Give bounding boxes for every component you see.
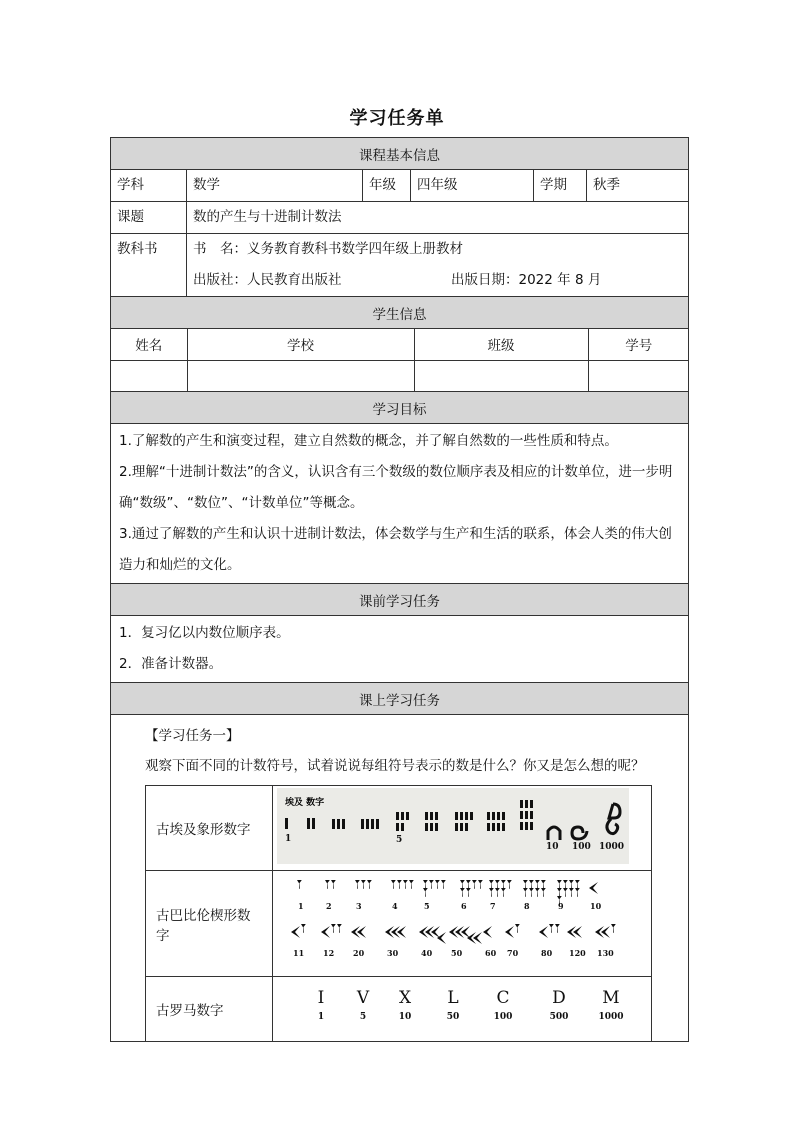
babylonian-num-top: 1 [298,900,304,911]
egyptian-num: 5 [396,835,403,845]
roman-number: 500 [549,1012,569,1022]
cuneiform-wedge [495,888,500,897]
babylonian-num-bottom: 12 [323,947,335,958]
cuneiform-wedge [355,880,360,889]
babylonian-num-top: 5 [424,900,430,911]
cuneiform-wedge [489,880,494,889]
babylonian-num-bottom: 50 [451,947,463,958]
cuneiform-chevron [539,926,548,938]
student-id-input-cell[interactable] [588,360,689,391]
cuneiform-wedge [297,880,302,889]
col-school: 学校 [187,329,414,360]
cuneiform-wedge [557,880,562,889]
cuneiform-wedge [466,880,471,889]
name-input-cell[interactable] [111,360,187,391]
babylonian-num-top: 10 [590,900,602,911]
grade-label: 年级 [363,170,411,202]
roman-symbol: I [317,988,325,1008]
cuneiform-wedge [331,880,336,889]
cuneiform-wedge [331,924,336,933]
babylonian-num-bottom: 120 [569,947,586,958]
cuneiform-wedge [361,880,366,889]
section-goals: 学习目标 [111,392,689,424]
cuneiform-wedge [529,888,534,897]
publish-date: 出版日期：2022 年 8 月 [451,272,602,288]
roman-symbol: L [447,988,459,1008]
cuneiform-wedge [472,880,477,889]
section-student-info: 学生信息 [111,297,689,329]
cuneiform-wedge [563,880,568,889]
cuneiform-wedge [569,880,574,889]
roman-symbol: C [496,988,510,1008]
cuneiform-wedge [478,880,483,889]
roman-numerals-image [277,979,629,1035]
class-input-cell[interactable] [414,360,588,391]
roman-label: 古罗马数字 [146,977,273,1042]
topic-label: 课题 [111,202,187,234]
roman-number: 50 [446,1012,460,1022]
cuneiform-wedge [557,888,562,897]
cuneiform-wedge [435,880,440,889]
cuneiform-wedge [541,880,546,889]
col-name: 姓名 [111,329,187,360]
task-sheet-table [110,137,689,1042]
term-label: 学期 [534,170,587,202]
babylonian-numerals-image [277,874,629,970]
babylonian-num-top: 9 [558,900,564,911]
cuneiform-wedge [515,924,520,933]
col-student-id: 学号 [588,329,689,360]
roman-symbol: D [552,988,566,1008]
cuneiform-wedge [391,880,396,889]
cuneiform-wedge [523,880,528,889]
grade-value: 四年级 [411,170,534,202]
cuneiform-chevron [321,926,330,938]
cuneiform-wedge [409,880,414,889]
babylonian-num-top: 8 [524,900,530,911]
egyptian-num: 1 [285,834,292,844]
task-title: 【学习任务一】 [145,728,240,744]
subject-label: 学科 [111,170,187,202]
cuneiform-wedge [563,888,568,897]
section-basic-info: 课程基本信息 [111,138,689,170]
section-pre-tasks: 课前学习任务 [111,584,689,616]
roman-symbol: V [356,988,370,1008]
babylonian-num-top: 2 [326,900,332,911]
cuneiform-wedge [523,888,528,897]
babylonian-num-bottom: 130 [597,947,614,958]
roman-number: 10 [398,1012,412,1022]
cuneiform-wedge [460,880,465,889]
cuneiform-wedge [575,880,580,889]
babylonian-num-bottom: 11 [293,947,305,958]
cuneiform-chevron [505,926,514,938]
babylonian-num-top: 4 [392,900,398,911]
babylonian-num-bottom: 60 [485,947,497,958]
cuneiform-wedge [549,924,554,933]
cuneiform-wedge [460,888,465,897]
cuneiform-wedge [397,880,402,889]
babylonian-num-top: 7 [490,900,496,911]
cuneiform-wedge [495,880,500,889]
cuneiform-chevron [589,882,598,894]
topic-value: 数的产生与十进制计数法 [187,202,689,234]
roman-symbol: X [398,988,412,1008]
textbook-label: 教科书 [111,234,187,297]
roman-number: 100 [493,1012,513,1022]
page-title: 学习任务单 [349,108,445,129]
babylonian-num-top: 3 [356,900,362,911]
cuneiform-wedge [429,880,434,889]
student-info-table [111,329,689,391]
cuneiform-wedge [367,880,372,889]
cuneiform-chevron [291,926,300,938]
cuneiform-wedge [535,888,540,897]
cuneiform-wedge [403,880,408,889]
school-input-cell[interactable] [187,360,414,391]
cuneiform-wedge [423,880,428,889]
cuneiform-wedge [535,880,540,889]
goal-item: 2.理解“十进制计数法”的含义，认识含有三个数级的数位顺序表及相应的计数单位，进一步明确“数级”、“数位”、“计数单位”等概念。 [119,464,673,511]
egyptian-numerals-image [277,788,629,864]
babylonian-num-bottom: 80 [541,947,553,958]
publisher: 出版社：人民教育出版社 [193,272,342,288]
cuneiform-wedge [489,888,494,897]
numeral-systems-table [145,785,652,1042]
cuneiform-wedge [325,880,330,889]
cuneiform-wedge [541,888,546,897]
cuneiform-wedge [611,924,616,933]
cuneiform-wedge [337,924,342,933]
cuneiform-wedge [501,888,506,897]
cuneiform-wedge [555,924,560,933]
cuneiform-wedge [569,888,574,897]
egyptian-num: 10 [546,842,559,852]
roman-number: 1 [317,1012,325,1022]
babylonian-num-bottom: 20 [353,947,365,958]
cuneiform-wedge [301,924,306,933]
task-question: 观察下面不同的计数符号，试着说说每组符号表示的数是什么？你又是怎么想的呢？ [145,758,645,774]
babylonian-label: 古巴比伦楔形数字 [146,871,273,977]
book-name: 书 名：义务教育教科书数学四年级上册教材 [193,241,463,257]
cuneiform-wedge [441,880,446,889]
cuneiform-wedge [423,888,428,897]
egyptian-num: 1000 [599,842,625,852]
term-value: 秋季 [587,170,689,202]
cuneiform-chevron [437,932,446,944]
roman-number: 5 [359,1012,367,1022]
col-class: 班级 [414,329,588,360]
egyptian-label: 古埃及象形数字 [146,786,273,871]
cuneiform-wedge [466,888,471,897]
cuneiform-wedge [575,888,580,897]
section-class-tasks: 课上学习任务 [111,683,689,715]
egyptian-caption: 埃及 数字 [285,798,325,808]
subject-value: 数学 [187,170,363,202]
cuneiform-wedge [501,880,506,889]
cuneiform-wedge [507,880,512,889]
roman-symbol: M [602,988,620,1008]
egyptian-num: 100 [572,842,591,852]
babylonian-num-bottom: 30 [387,947,399,958]
cuneiform-marks [291,880,616,944]
roman-number: 1000 [598,1012,624,1022]
cuneiform-chevron [483,926,492,938]
babylonian-num-top: 6 [461,900,467,911]
pre-task-item: 1．复习亿以内数位顺序表。 [119,625,290,641]
goal-item: 1.了解数的产生和演变过程，建立自然数的概念，并了解自然数的一些性质和特点。 [119,433,618,449]
babylonian-num-bottom: 40 [421,947,433,958]
pre-task-item: 2．准备计数器。 [119,656,223,672]
babylonian-num-bottom: 70 [507,947,519,958]
cuneiform-wedge [529,880,534,889]
goal-item: 3.通过了解数的产生和认识十进制计数法，体会数学与生产和生活的联系，体会人类的伟大创造力和灿烂的文化。 [119,526,672,573]
